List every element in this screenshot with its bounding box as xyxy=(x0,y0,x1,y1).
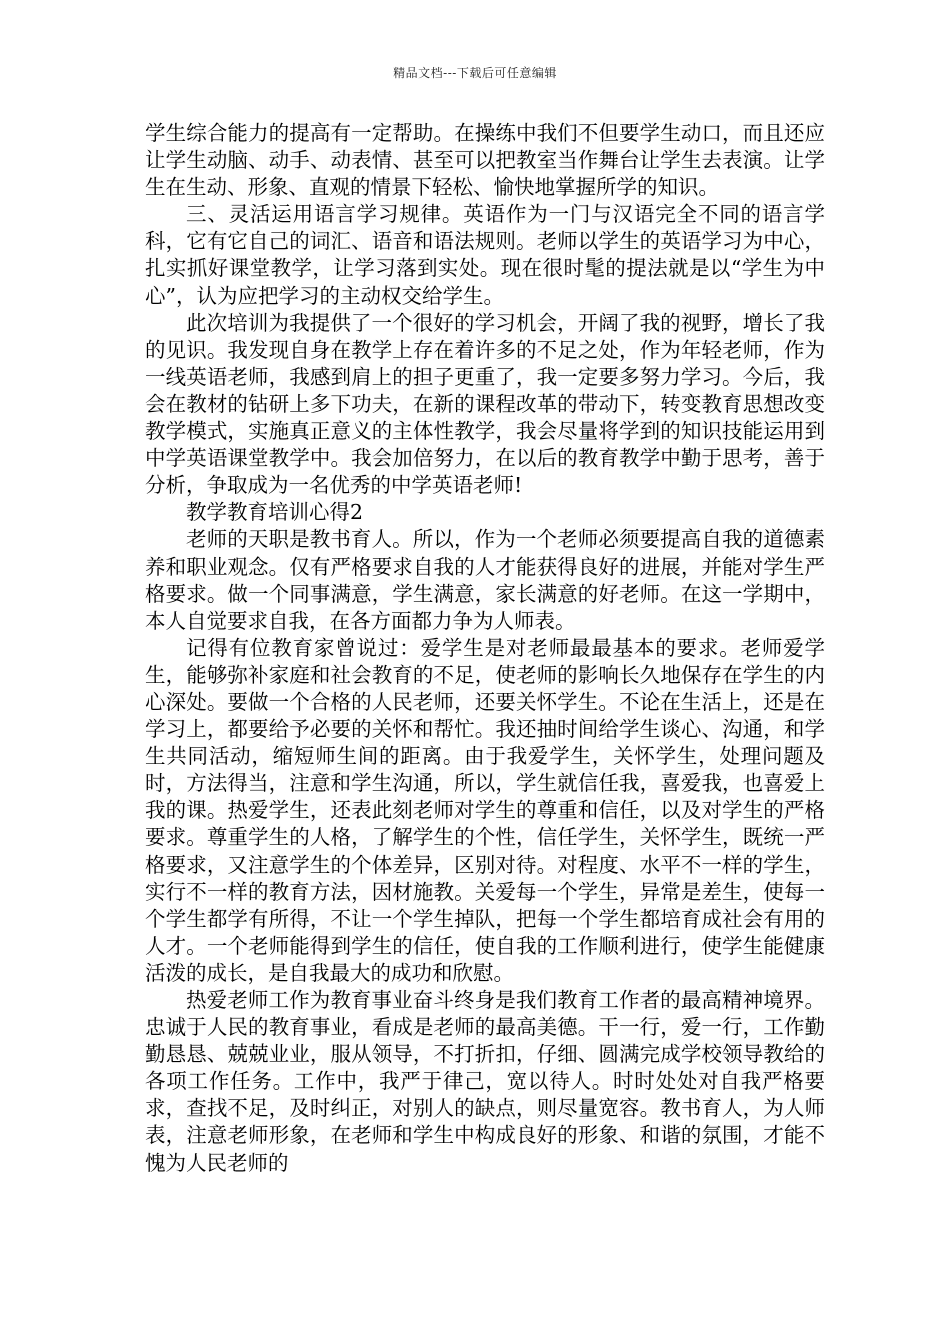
section-title: 教学教育培训心得2 xyxy=(186,500,364,525)
page-header: 精品文档---下载后可任意编辑 xyxy=(393,66,557,80)
document-body xyxy=(145,120,825,1177)
paragraph-continued: 学生综合能力的提高有一定帮助。在操练中我们不但要学生动口，而且还应让学生动脑、动手、动表情、甚至可以把教室当作舞台让学生去表演。让学生在生动、形象、直观的情景下轻松、愉快地掌握所学的知识。 xyxy=(145,121,825,200)
paragraph-love-work: 热爱老师工作为教育事业奋斗终身是我们教育工作者的最高精神境界。忠诚于人民的教育事业，看成是老师的最高美德。干一行，爱一行，工作勤勤恳恳、兢兢业业，服从领导，不打折扣，仔细、圆满完成学校领导教给的各项工作任务。工作中，我严于律己，宽以待人。时时处处对自我严格要求，查找不足，及时纠正，对别人的缺点，则尽量宽容。教书育人，为人师表，注意老师形象，在老师和学生中构成良好的形象、和谐的氛围，才能不愧为人民老师的 xyxy=(145,988,825,1175)
paragraph-language-rules: 三、灵活运用语言学习规律。英语作为一门与汉语完全不同的语言学科，它有它自己的词汇、语音和语法规则。老师以学生的英语学习为中心，扎实抓好课堂教学，让学习落到实处。现在很时髦的提法就是以“学生为中心”，认为应把学习的主动权交给学生。 xyxy=(145,202,825,308)
paragraph-love-students: 记得有位教育家曾说过：爱学生是对老师最最基本的要求。老师爱学生，能够弥补家庭和社会教育的不足，使老师的影响长久地保存在学生的内心深处。要做一个合格的人民老师，还要关怀学生。不论在生活上，还是在学习上，都要给予必要的关怀和帮忙。我还抽时间给学生谈心、沟通，和学生共同活动，缩短师生间的距离。由于我爱学生，关怀学生，处理问题及时，方法得当，注意和学生沟通，所以，学生就信任我，喜爱我，也喜爱上我的课。热爱学生，还表此刻老师对学生的尊重和信任，以及对学生的严格要求。尊重学生的人格，了解学生的个性，信任学生，关怀学生，既统一严格要求，又注意学生的个体差异，区别对待。对程度、水平不一样的学生，实行不一样的教育方法，因材施教。关爱每一个学生，异常是差生，使每一个学生都学有所得，不让一个学生掉队，把每一个学生都培育成社会有用的人才。一个老师能得到学生的信任，使自我的工作顺利进行，使学生能健康活泼的成长，是自我最大的成功和欣慰。 xyxy=(145,635,825,985)
paragraph-training-reflection: 此次培训为我提供了一个很好的学习机会，开阔了我的视野，增长了我的见识。我发现自身在教学上存在着许多的不足之处，作为年轻老师，作为一线英语老师，我感到肩上的担子更重了，我一定要多努力学习。今后，我会在教材的钻研上多下功夫，在新的课程改革的带动下，转变教育思想改变教学模式，实施真正意义的主体性教学，我会尽量将学到的知识技能运用到中学英语课堂教学中。我会加倍努力，在以后的教育教学中勤于思考，善于分析，争取成为一名优秀的中学英语老师! xyxy=(145,310,825,498)
paragraph-teacher-duty: 老师的天职是教书育人。所以，作为一个老师必须要提高自我的道德素养和职业观念。仅有严格要求自我的人才能获得良好的进展，并能对学生严格要求。做一个同事满意，学生满意，家长满意的好老师。在这一学期中，本人自觉要求自我，在各方面都力争为人师表。 xyxy=(145,527,825,633)
